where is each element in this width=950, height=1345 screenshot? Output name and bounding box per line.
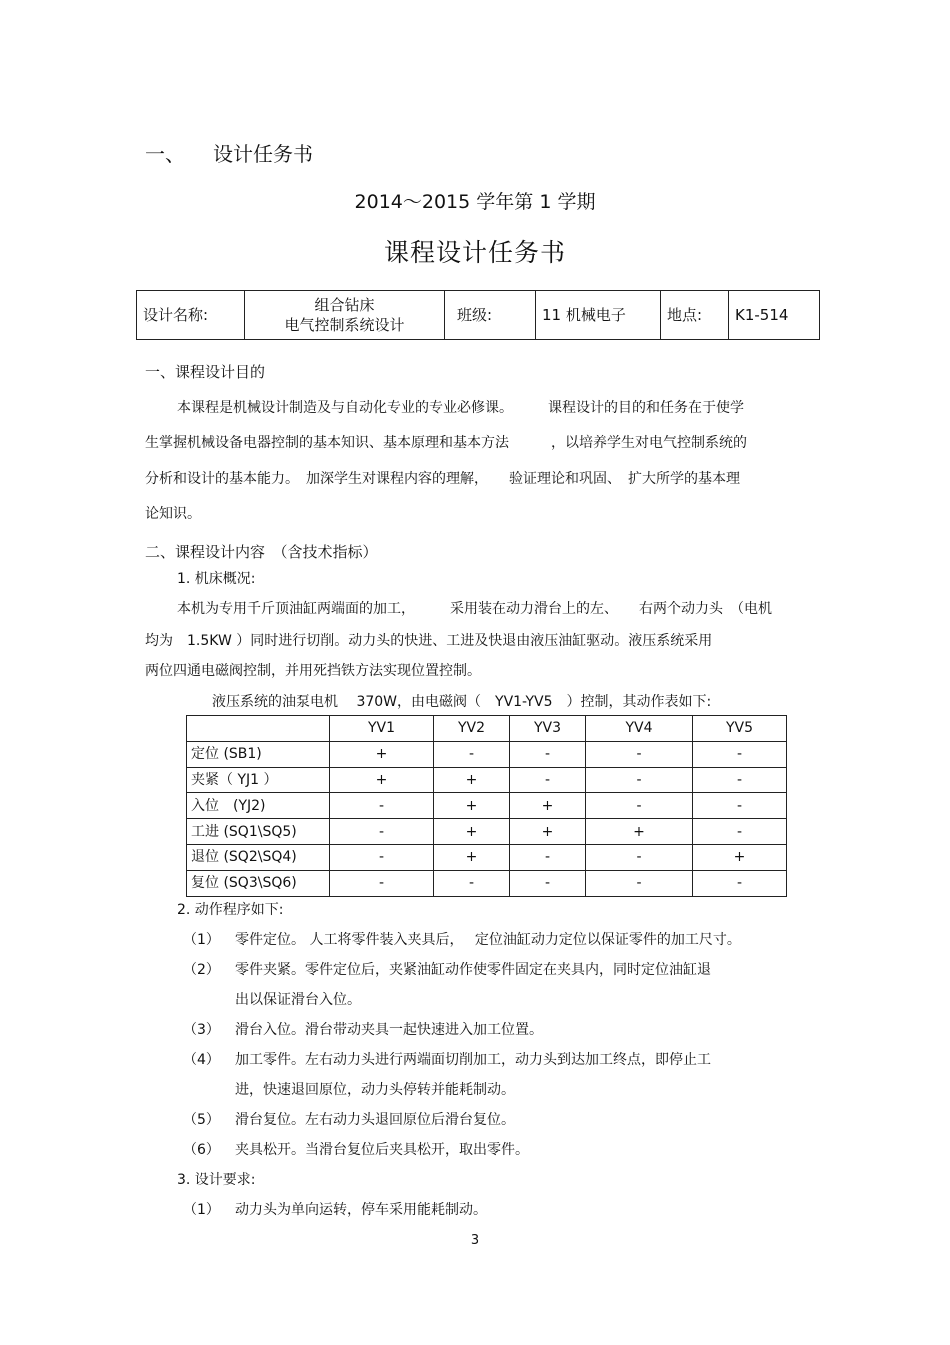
table-row [187, 819, 787, 845]
req-1-number: （1） [183, 1202, 220, 1218]
step-2-text-cont: 出以保证滑台入位。 [235, 992, 361, 1008]
step-1-text: 零件定位。 人工将零件装入夹具后， 定位油缸动力定位以保证零件的加工尺寸。 [235, 932, 741, 948]
row-label: 复位 (SQ3\SQ6) [187, 870, 330, 896]
table-cell: - [330, 793, 434, 819]
s1-line-1: 本课程是机械设计制造及与自动化专业的专业必修课。 课程设计的目的和任务在于使学 [177, 400, 744, 416]
table-cell: - [510, 767, 586, 793]
table-cell: - [330, 844, 434, 870]
step-6-text: 夹具松开。当滑台复位后夹具松开，取出零件。 [235, 1142, 529, 1158]
class-value: 11 机械电子 [536, 291, 661, 340]
design-name-label: 设计名称: [137, 291, 245, 340]
step-2-number: （2） [183, 962, 220, 978]
row-label: 入位 (YJ2) [187, 793, 330, 819]
table-cell: - [693, 870, 787, 896]
s2-p1-line-2: 均为 1.5KW ）同时进行切削。动力头的快进、工进及快退由液压油缸驱动。液压系统采用 [145, 633, 713, 649]
table-cell: + [330, 767, 434, 793]
section-title: 设计任务书 [213, 142, 313, 166]
s1-heading: 一、课程设计目的 [145, 363, 266, 381]
document-title: 课程设计任务书 [383, 238, 566, 267]
s1-line-2: 生掌握机械设备电器控制的基本知识、基本原理和基本方法 ，以培养学生对电气控制系统的 [145, 435, 747, 451]
step-4-text-cont: 进，快速退回原位，动力头停转并能耗制动。 [235, 1082, 515, 1098]
step-3-number: （3） [183, 1022, 220, 1038]
step-5-text: 滑台复位。左右动力头退回原位后滑台复位。 [235, 1112, 515, 1128]
table-cell: + [586, 819, 693, 845]
table-cell: - [330, 870, 434, 896]
place-label: 地点: [661, 291, 729, 340]
row-label: 夹紧（ YJ1 ） [187, 767, 330, 793]
header-cell [187, 716, 330, 742]
class-label: 班级: [445, 291, 536, 340]
table-cell: - [693, 793, 787, 819]
table-cell: - [586, 793, 693, 819]
s2-sub2: 2. 动作程序如下: [177, 902, 284, 918]
table-row [187, 870, 787, 896]
table-cell: + [330, 741, 434, 767]
table-cell: - [434, 741, 510, 767]
s2-sub3: 3. 设计要求: [177, 1172, 256, 1188]
place-value: K1-514 [729, 291, 820, 340]
step-3-text: 滑台入位。滑台带动夹具一起快速进入加工位置。 [235, 1022, 543, 1038]
table-cell: - [330, 819, 434, 845]
step-5-number: （5） [183, 1112, 220, 1128]
table-row [187, 741, 787, 767]
row-label: 定位 (SB1) [187, 741, 330, 767]
page-number: 3 [470, 1233, 480, 1248]
valve-action-table [186, 715, 787, 897]
table-cell: - [510, 741, 586, 767]
step-4-text: 加工零件。左右动力头进行两端面切削加工，动力头到达加工终点，即停止工 [235, 1052, 711, 1068]
design-name-value [245, 291, 445, 340]
table-cell: + [693, 844, 787, 870]
s2-sub1: 1. 机床概况: [177, 571, 256, 587]
s2-p1-line-1: 本机为专用千斤顶油缸两端面的加工， 采用装在动力滑台上的左、 右两个动力头 （电机 [177, 601, 772, 617]
table-cell: - [693, 767, 787, 793]
s2-heading: 二、课程设计内容 （含技术指标） [145, 543, 378, 561]
header-cell: YV3 [510, 716, 586, 742]
table-cell: + [434, 819, 510, 845]
req-1-text: 动力头为单向运转，停车采用能耗制动。 [235, 1202, 487, 1218]
table-cell: - [510, 870, 586, 896]
step-1-number: （1） [183, 932, 220, 948]
row-label: 退位 (SQ2\SQ4) [187, 844, 330, 870]
section-number: 一、 [145, 142, 185, 166]
table-row [187, 793, 787, 819]
semester-line: 2014～2015 学年第 1 学期 [354, 191, 596, 213]
table-row [187, 844, 787, 870]
design-info-table [136, 290, 820, 340]
action-table-caption: 液压系统的油泵电机 370W，由电磁阀（ YV1-YV5 ）控制，其动作表如下: [212, 694, 712, 710]
table-cell: - [434, 870, 510, 896]
section-heading [145, 138, 313, 167]
table-cell: - [586, 844, 693, 870]
table-cell: + [510, 819, 586, 845]
design-name-line2: 电气控制系统设计 [284, 316, 405, 334]
table-cell: - [693, 819, 787, 845]
table-cell: + [510, 793, 586, 819]
design-name-line1: 组合钻床 [314, 296, 375, 314]
step-4-number: （4） [183, 1052, 220, 1068]
table-cell: - [586, 870, 693, 896]
s1-line-4: 论知识。 [145, 506, 201, 522]
row-label: 工进 (SQ1\SQ5) [187, 819, 330, 845]
table-cell: + [434, 767, 510, 793]
table-cell: + [434, 793, 510, 819]
table-cell: - [693, 741, 787, 767]
table-header-row [187, 716, 787, 742]
header-cell: YV2 [434, 716, 510, 742]
step-6-number: （6） [183, 1142, 220, 1158]
table-cell: - [510, 844, 586, 870]
header-cell: YV1 [330, 716, 434, 742]
header-cell: YV4 [586, 716, 693, 742]
table-row [187, 767, 787, 793]
s1-line-3: 分析和设计的基本能力。 加深学生对课程内容的理解， 验证理论和巩固、 扩大所学的基本理 [145, 471, 740, 487]
table-cell: - [586, 741, 693, 767]
table-cell: - [586, 767, 693, 793]
table-cell: + [434, 844, 510, 870]
header-cell: YV5 [693, 716, 787, 742]
s2-p1-line-3: 两位四通电磁阀控制，并用死挡铁方法实现位置控制。 [145, 663, 481, 679]
step-2-text: 零件夹紧。零件定位后，夹紧油缸动作使零件固定在夹具内，同时定位油缸退 [235, 962, 711, 978]
